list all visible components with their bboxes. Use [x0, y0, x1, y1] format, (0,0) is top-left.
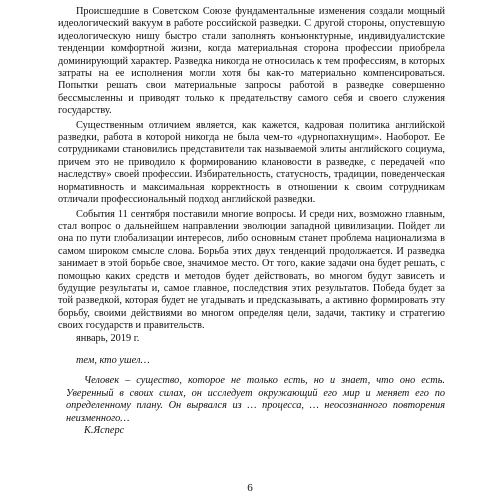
epigraph-author: К.Ясперс: [84, 425, 125, 436]
paragraph-september-11: События 11 сентября поставили многие вопросы. И среди них, возможно главным, стал вопрос о дальнейшем направлении эволюции западной цивилизации. Пойдет ли она по пути глобализации интересов, либо основным станет проблема национализма в самом широком смысле слова. Борьба этих двух тенденций продолжается. И разведка занимает в этой борьбе свое, значимое место. От того, какие задачи она будет решать, с помощью каких средств и методов будет действовать, во многом будут зависеть и будущие результаты и, самое главное, последствия этих результатов. Победа будет за той разведкой, которая будет не угадывать и предсказывать, а активно формировать эту борьбу, своими действиями во многом определяя цели, задачи, тактику и стратегию своих государств и правительств.: [58, 208, 445, 332]
document-date: январь, 2019 г.: [76, 332, 140, 344]
epigraph-quote: Человек – существо, которое не только есть, но и знает, что оно есть. Уверенный в своих силах, он исследует окружающий его мир и меняет его по определенному плану. Он вырвался из … процесса, … неосознанного повторения неизменного…: [66, 375, 445, 424]
paragraph-british-intelligence: Существенным отличием является, как кажется, кадровая политика английской разведки, работа в которой никогда не была чем-то «дурнопахнущим». Наоборот. Ее сотрудниками становились представители так называемой элиты английского социума, причем это не приводило к формированию клановости в разведке, с передачей «по наследству» своей профессии. Избирательность, статусность, традиции, поведенческая нормативность и максимальная корректность в отношении к своим сотрудникам отличали профессиональный подход английской разведки.: [58, 119, 445, 206]
dedication: тем, кто ушел…: [76, 354, 150, 366]
page-number: 6: [247, 482, 253, 494]
paragraph-ideological-vacuum: Происшедшие в Советском Союзе фундаментальные изменения создали мощный идеологический вакуум в работе российской разведки. С другой стороны, опустевшую идеологическую нишу быстро стали заполнять конъюнктурные, индивидуалистские тенденции комфортной жизни, когда материальная сторона профессии приобрела доминирующий характер. Разведка никогда не относилась к тем профессиям, в которых затраты на ее исполнения могли хотя бы как-то материально компенсироваться. Попытки решать свои материальные запросы работой в разведке совершенно бессмысленны и приводят только к предательству самого себя и своего служения государству.: [58, 6, 445, 117]
